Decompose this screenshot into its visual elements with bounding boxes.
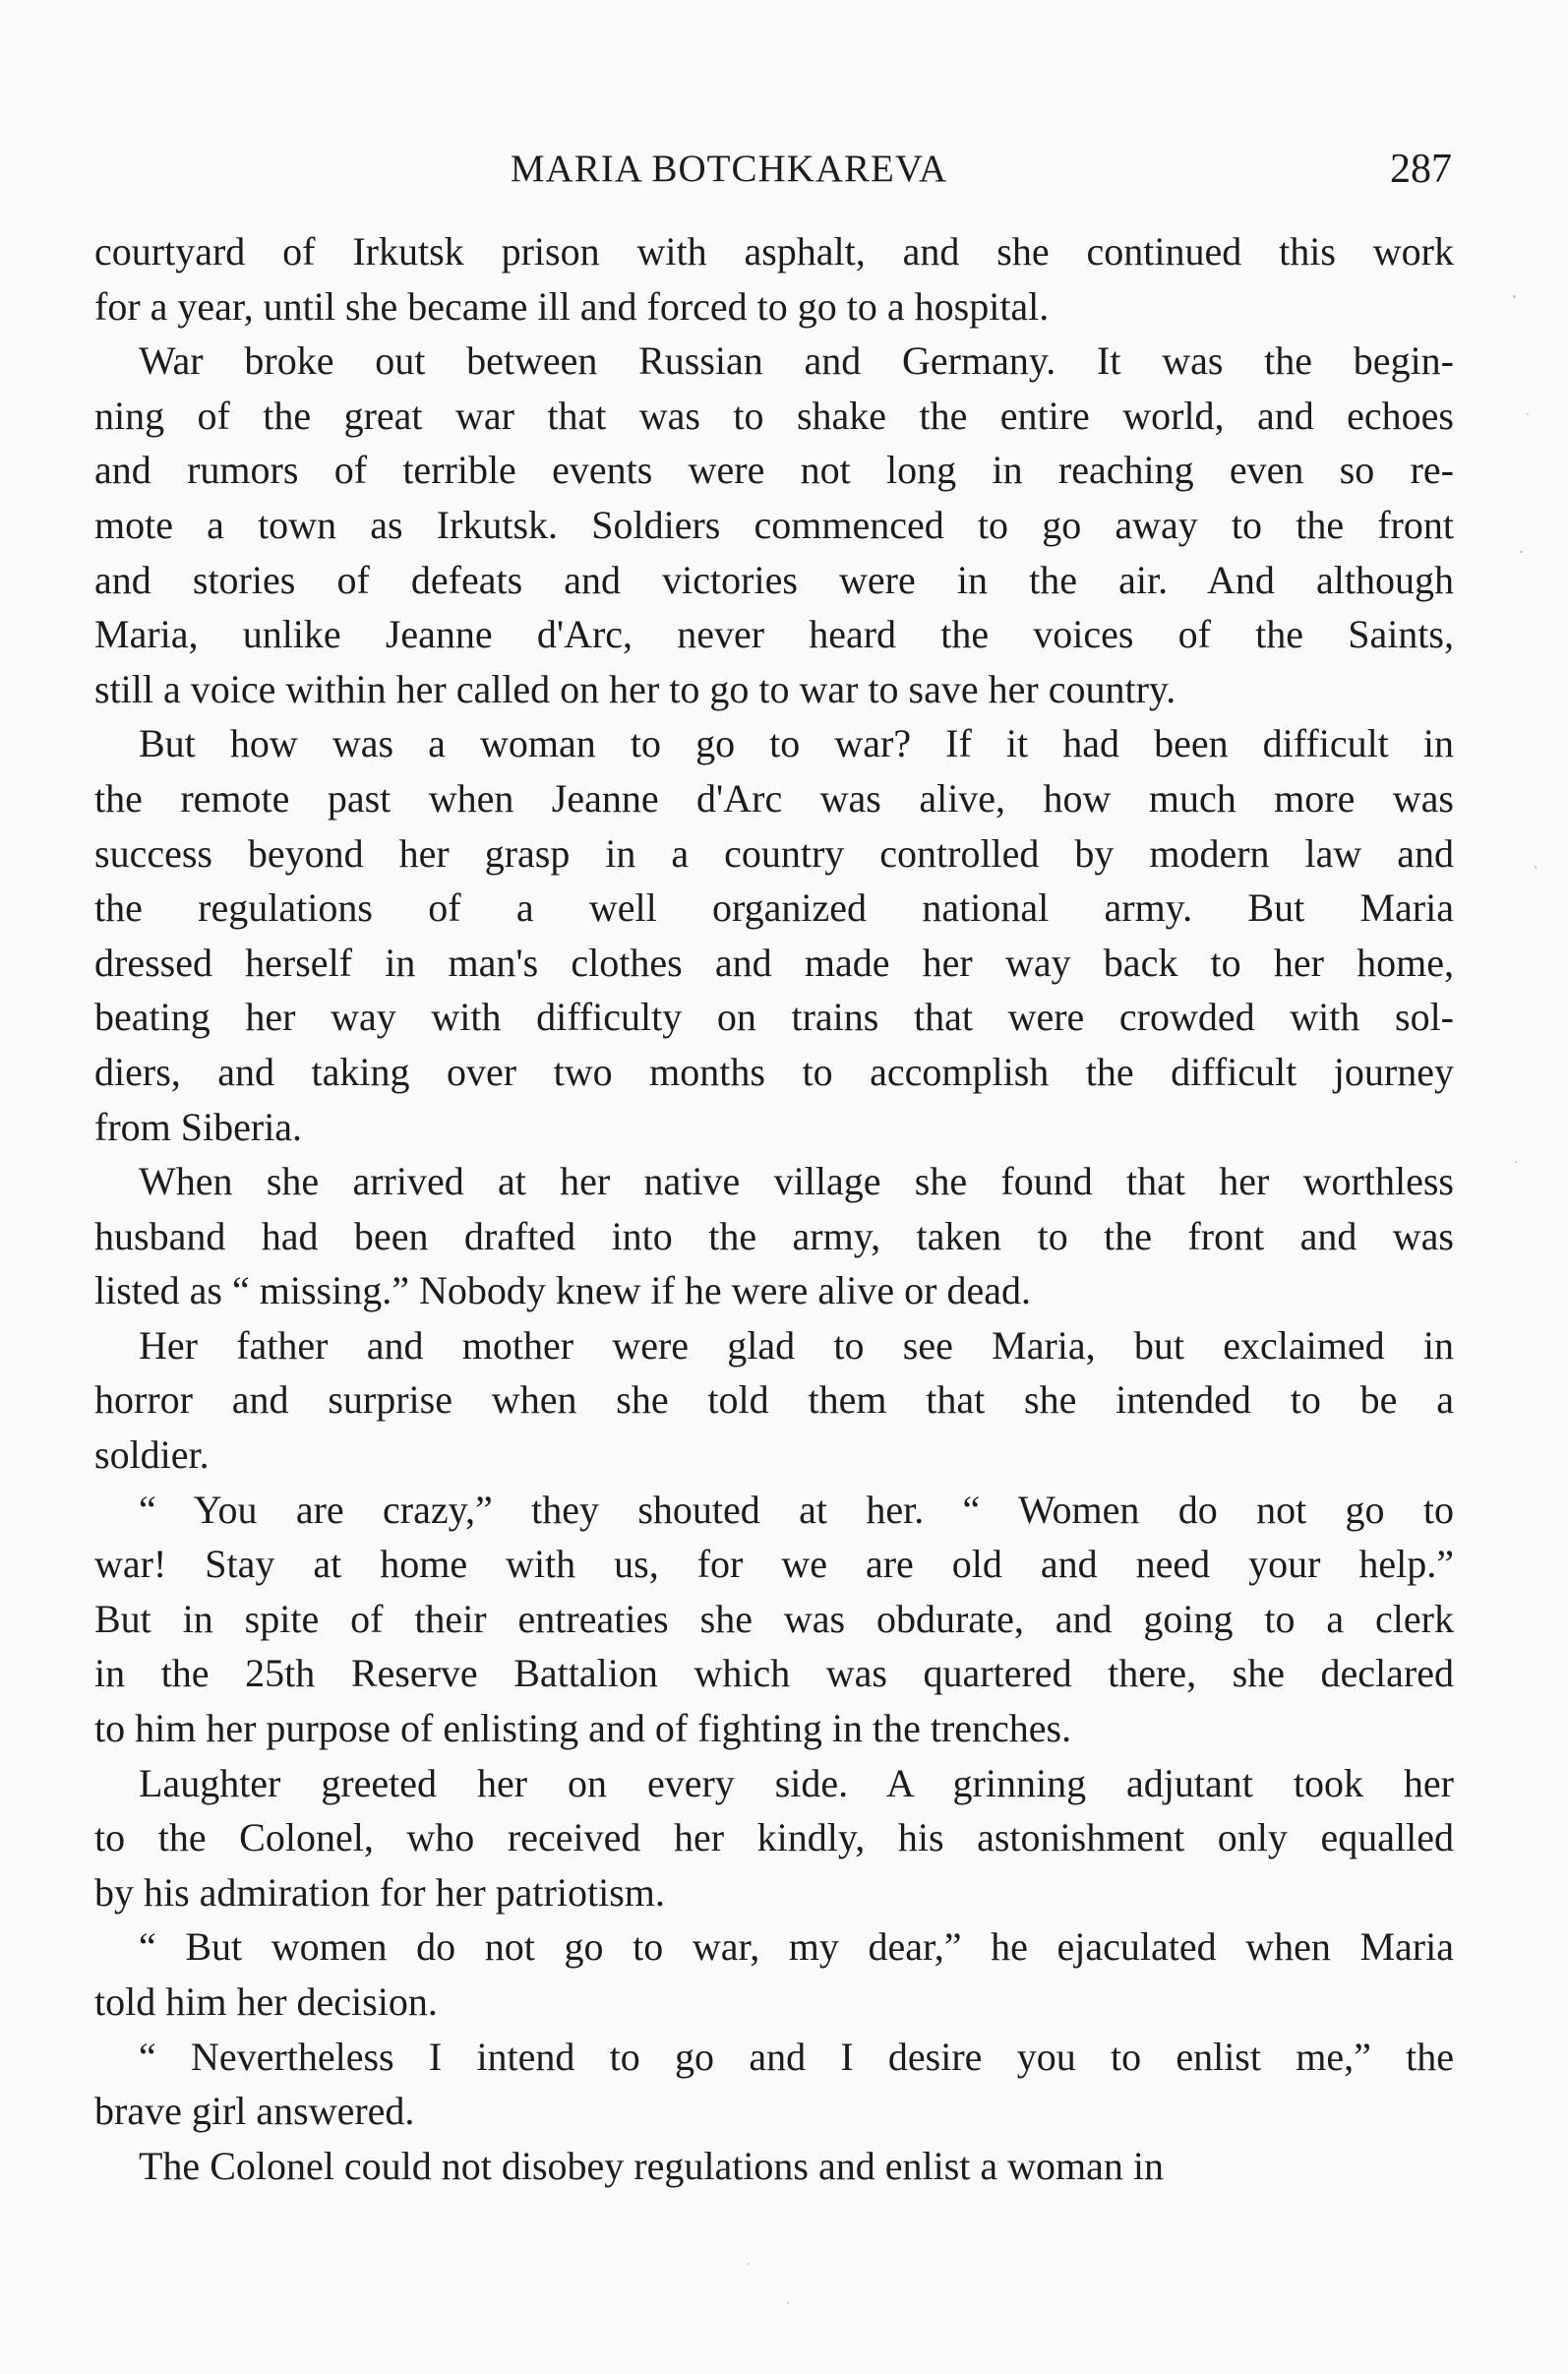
text-line: and rumors of terrible events were not long in reaching even so re-: [94, 448, 1454, 493]
text-line: When she arrived at her native village she found that her worthless: [139, 1159, 1454, 1204]
running-head: [94, 140, 1452, 199]
text-line: to him her purpose of enlisting and of fighting in the trenches.: [94, 1706, 1072, 1751]
paper-speck: [1527, 413, 1529, 415]
paragraph: [94, 1919, 1454, 2029]
paper-speck: [1520, 551, 1523, 553]
text-line: War broke out between Russian and Germany. It was the begin-: [139, 338, 1454, 384]
text-line: “ You are crazy,” they shouted at her. “ Women do not go to: [139, 1487, 1454, 1532]
text-line: listed as “ missing.” Nobody knew if he were alive or dead.: [94, 1268, 1031, 1313]
body-text: [94, 224, 1454, 2193]
text-line: “ But women do not go to war, my dear,” he ejaculated when Maria: [139, 1924, 1454, 1970]
paragraph: [94, 1318, 1454, 1483]
text-line: success beyond her grasp in a country controlled by modern law and: [94, 830, 1454, 876]
text-line: soldier.: [94, 1432, 210, 1478]
paper-speck: [748, 2263, 750, 2265]
text-line: for a year, until she became ill and forced to go to a hospital.: [94, 283, 1050, 329]
text-line: Maria, unlike Jeanne d'Arc, never heard the voices of the Saints,: [94, 612, 1454, 657]
paragraph: [94, 1756, 1454, 1920]
paper-speck: [1513, 295, 1516, 298]
text-line: But how was a woman to go to war? If it had been difficult in: [139, 721, 1454, 766]
paper-speck: [1515, 1161, 1517, 1163]
text-line: Laughter greeted her on every side. A grinning adjutant took her: [139, 1760, 1454, 1805]
paper-speck: [787, 2302, 789, 2304]
text-line: dressed herself in man's clothes and made her way back to her home,: [94, 940, 1454, 985]
paragraph: [94, 2030, 1454, 2139]
text-line: The Colonel could not disobey regulations and enlist a woman in: [139, 2143, 1165, 2188]
text-line: and stories of defeats and victories were in the air. And although: [94, 557, 1454, 602]
running-title: MARIA BOTCHKAREVA: [510, 148, 948, 190]
text-line: But in spite of their entreaties she was obdurate, and going to a clerk: [94, 1596, 1454, 1641]
text-line: to the Colonel, who received her kindly, his astonishment only equalled: [94, 1815, 1454, 1860]
text-line: courtyard of Irkutsk prison with asphalt, and she continued this work: [94, 229, 1454, 274]
text-line: by his admiration for her patriotism.: [94, 1869, 665, 1915]
text-line: from Siberia.: [94, 1104, 303, 1149]
paragraph: [94, 716, 1454, 1154]
paragraph: [94, 334, 1454, 716]
text-line: war! Stay at home with us, for we are old and need your help.”: [94, 1542, 1454, 1587]
paragraph: [94, 1483, 1454, 1756]
text-line: horror and surprise when she told them that she intended to be a: [94, 1377, 1454, 1423]
page-number: 287: [1390, 147, 1452, 192]
paragraph: [94, 2139, 1454, 2194]
paragraph: [94, 1154, 1454, 1318]
paper-speck: [1535, 866, 1537, 869]
text-line: in the 25th Reserve Battalion which was quartered there, she declared: [94, 1651, 1454, 1696]
text-line: diers, and taking over two months to accomplish the difficult journey: [94, 1049, 1454, 1094]
text-line: still a voice within her called on her to go to war to save her country.: [94, 666, 1176, 711]
text-line: the remote past when Jeanne d'Arc was alive, how much more was: [94, 775, 1454, 821]
text-line: told him her decision.: [94, 1979, 438, 2024]
paragraph: [94, 224, 1454, 334]
text-line: the regulations of a well organized national army. But Maria: [94, 885, 1454, 931]
text-line: beating her way with difficulty on trains that were crowded with sol-: [94, 995, 1454, 1040]
text-line: Her father and mother were glad to see Maria, but exclaimed in: [139, 1322, 1454, 1368]
text-line: ning of the great war that was to shake the entire world, and echoes: [94, 393, 1454, 438]
text-line: husband had been drafted into the army, taken to the front and was: [94, 1213, 1454, 1258]
text-line: mote a town as Irkutsk. Soldiers commenced to go away to the front: [94, 502, 1454, 547]
text-line: brave girl answered.: [94, 2089, 415, 2134]
text-line: “ Nevertheless I intend to go and I desire you to enlist me,” the: [139, 2034, 1454, 2079]
